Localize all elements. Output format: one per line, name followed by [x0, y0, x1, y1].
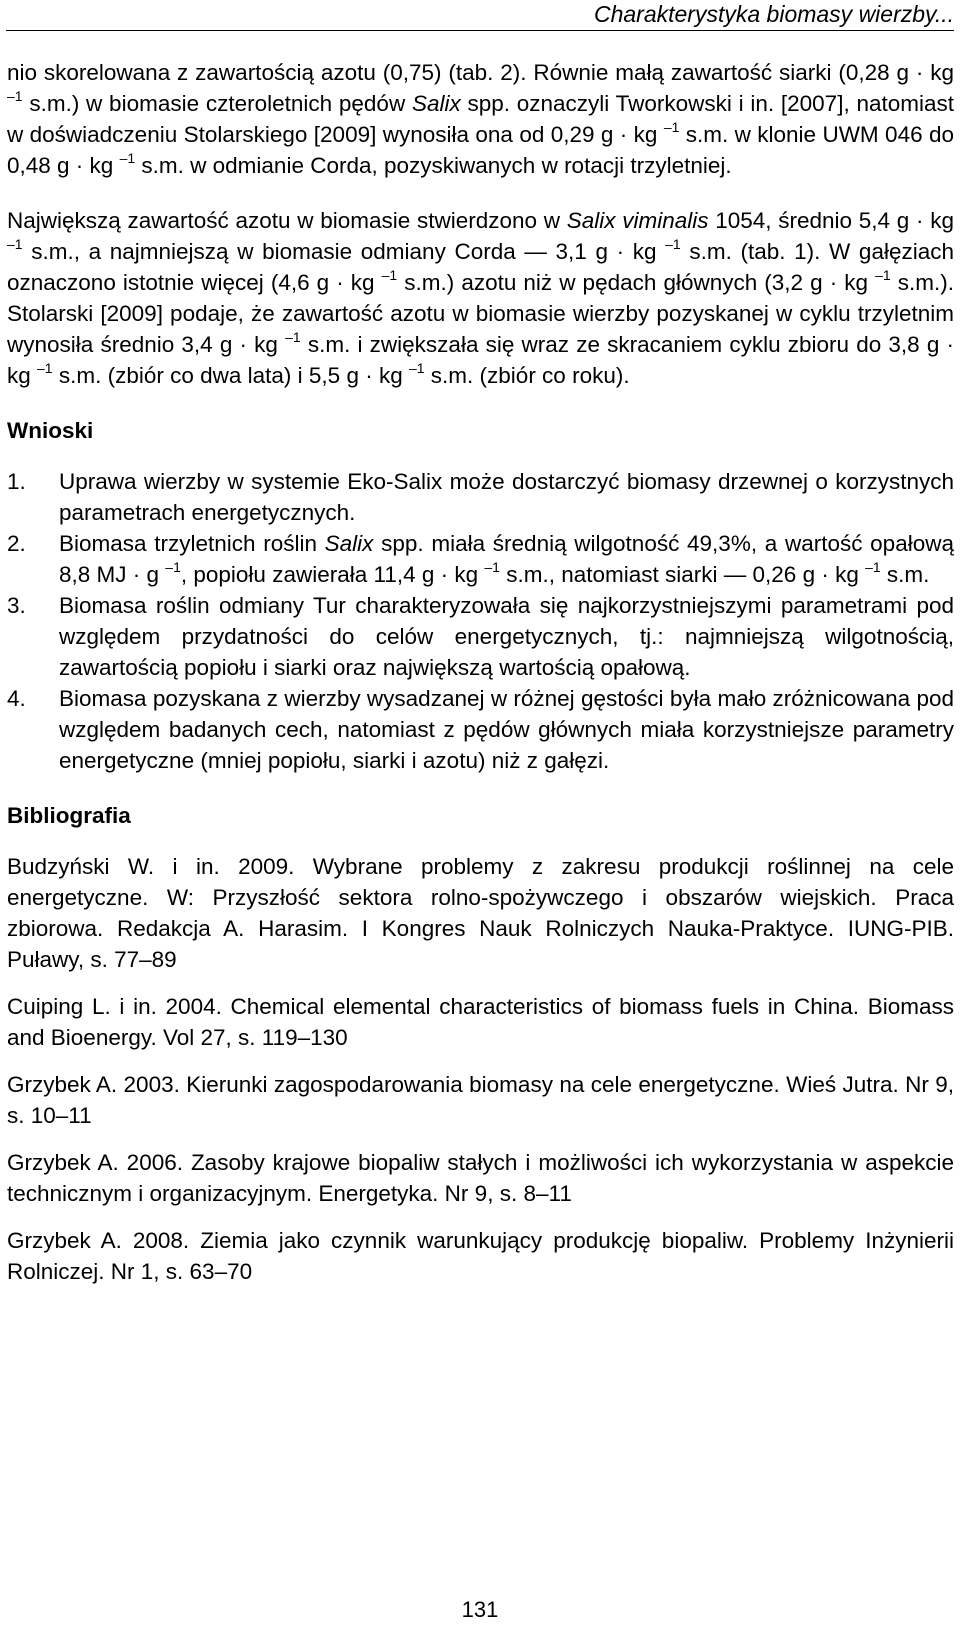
text-run: Biomasa roślin odmiany Tur charakteryzowała się najkorzystniejszymi parametrami pod względem przydatności do celów energetycznych, tj.: najmniejszą wilgotnością, zawartością popiołu i siarki oraz największą wartością opałową. [59, 593, 954, 680]
bibliography-entry: Cuiping L. i in. 2004. Chemical elemental characteristics of biomass fuels in China. Biomass and Bioenergy. Vol 27, s. 119–130 [7, 994, 954, 1050]
italic-term: Salix [324, 531, 374, 556]
superscript: –1 [865, 559, 881, 575]
list-item [7, 683, 954, 776]
text-run: 1054, średnio 5,4 g · kg [708, 208, 955, 233]
text-run: s.m., a najmniejszą w biomasie odmiany Corda — 3,1 g · kg [22, 239, 666, 264]
text-run: spp. miała średnią wilgotność 49,3%, a wartość opałową 8,8 MJ · g [59, 531, 954, 587]
page-number: 131 [461, 1597, 499, 1622]
superscript: –1 [408, 360, 425, 376]
text-run: Biomasa trzyletnich roślin [59, 531, 325, 556]
text-run: Największą zawartość azotu w biomasie stwierdzono w [7, 208, 567, 233]
item-number: 4. [7, 686, 26, 711]
superscript: –1 [7, 236, 23, 252]
superscript: –1 [875, 267, 891, 283]
italic-term: Salix [411, 91, 461, 116]
body-paragraph-2 [7, 205, 954, 391]
page-content [7, 57, 954, 1303]
text-run: s.m., natomiast siarki — 0,26 g · kg [499, 562, 866, 587]
superscript: –1 [285, 329, 301, 345]
text-run: nio skorelowana z zawartością azotu (0,75) (tab. 2). Równie małą zawartość siarki (0,28 g · kg [7, 60, 954, 85]
superscript: –1 [663, 119, 680, 135]
item-number: 1. [7, 469, 26, 494]
section-heading-conclusions: Wnioski [7, 418, 94, 443]
bibliography-list [7, 851, 954, 1287]
bibliography-entry: Grzybek A. 2003. Kierunki zagospodarowania biomasy na cele energetyczne. Wieś Jutra. Nr 9, s. 10–11 [7, 1072, 954, 1128]
list-item [7, 466, 954, 528]
running-header: Charakterystyka biomasy wierzby... [6, 0, 954, 31]
section-heading-bibliography: Bibliografia [7, 803, 131, 828]
bibliography-entry: Budzyński W. i in. 2009. Wybrane problemy z zakresu produkcji roślinnej na cele energetyczne. W: Przyszłość sektora rolno-spożywczego i obszarów wiejskich. Praca zbiorowa. Redakcja A. Harasim. I Kongres Nauk Rolniczych Nauka-Praktyce. IUNG-PIB. Puławy, s. 77–89 [7, 854, 954, 972]
text-run: s.m.) azotu niż w pędach głównych (3,2 g · kg [397, 270, 876, 295]
item-number: 3. [7, 593, 26, 618]
body-paragraph-1 [7, 57, 954, 181]
superscript: –1 [381, 267, 398, 283]
superscript: –1 [7, 88, 23, 104]
text-run: s.m.). Stolarski [2009] podaje, że zawartość azotu w biomasie wierzby pozyskanej w cyklu trzyletnim wynosiła średnio 3,4 g · kg [7, 270, 954, 357]
item-number: 2. [7, 531, 26, 556]
text-run: s.m. (zbiór co dwa lata) i 5,5 g · kg [52, 363, 409, 388]
bibliography-entry: Grzybek A. 2008. Ziemia jako czynnik warunkujący produkcję biopaliw. Problemy Inżynierii Rolniczej. Nr 1, s. 63–70 [7, 1228, 954, 1284]
text-run: Uprawa wierzby w systemie Eko-Salix może dostarczyć biomasy drzewnej o korzystnych parametrach energetycznych. [59, 469, 954, 525]
text-run: s.m. w odmianie Corda, pozyskiwanych w rotacji trzyletniej. [135, 153, 732, 178]
text-run: s.m. (zbiór co roku). [424, 363, 630, 388]
conclusions-list [7, 466, 954, 776]
superscript: –1 [37, 360, 53, 376]
text-run: s.m. i zwiększała się wraz ze skracaniem cyklu zbioru do 3,8 g · kg [7, 332, 954, 388]
list-item [7, 590, 954, 683]
text-run: s.m. (tab. 1). W gałęziach oznaczono istotnie więcej (4,6 g · kg [7, 239, 954, 295]
italic-term: Salix viminalis [566, 208, 709, 233]
text-run: s.m. [880, 562, 930, 587]
text-run: spp. oznaczyli Tworkowski i in. [2007], natomiast w doświadczeniu Stolarskiego [2009] wynosiła ona od 0,29 g · kg [7, 91, 954, 147]
text-run: , popiołu zawierała 11,4 g · kg [180, 562, 485, 587]
text-run: s.m. w klonie UWM 046 do 0,48 g · kg [7, 122, 954, 178]
superscript: –1 [665, 236, 681, 252]
superscript: –1 [165, 559, 181, 575]
bibliography-entry: Grzybek A. 2006. Zasoby krajowe biopaliw stałych i możliwości ich wykorzystania w aspekcie technicznym i organizacyjnym. Energetyka. Nr 9, s. 8–11 [7, 1150, 954, 1206]
text-run: s.m.) w biomasie czteroletnich pędów [22, 91, 412, 116]
list-item [7, 528, 954, 590]
text-run: Biomasa pozyskana z wierzby wysadzanej w różnej gęstości była mało zróżnicowana pod względem badanych cech, natomiast z pędów głównych miała korzystniejsze parametry energetyczne (mniej popiołu, siarki i azotu) niż z gałęzi. [59, 686, 954, 773]
superscript: –1 [119, 150, 136, 166]
superscript: –1 [484, 559, 500, 575]
